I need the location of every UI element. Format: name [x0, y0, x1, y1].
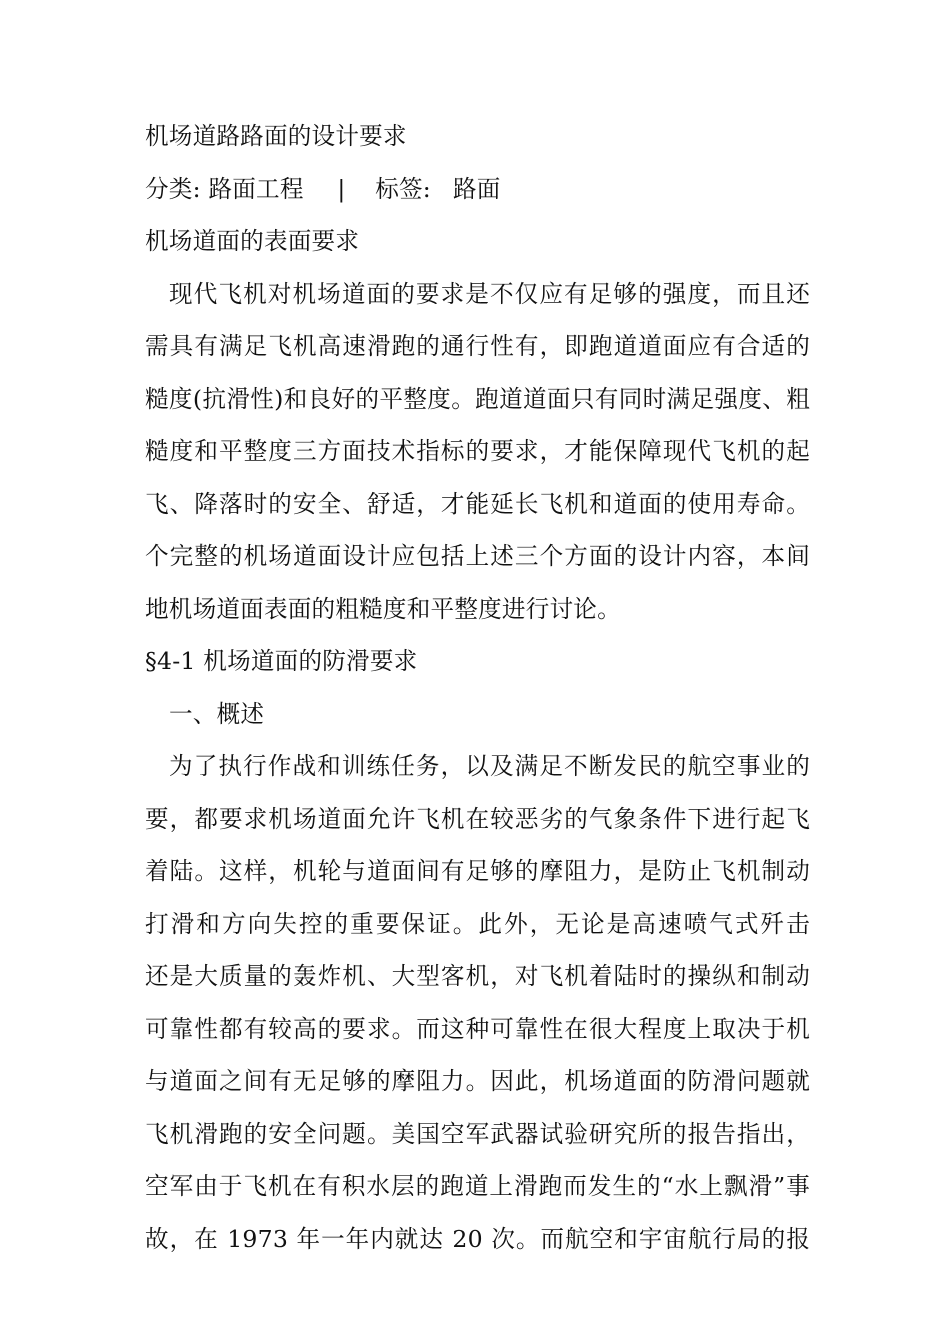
overview-paragraph — [145, 740, 810, 1265]
paragraph-line: 地机场道面表面的粗糙度和平整度进行讨论。 — [145, 594, 621, 623]
document-title: 机场道路路面的设计要求 — [145, 122, 407, 150]
tag-value[interactable]: 路面 — [452, 174, 501, 203]
paragraph-line: 要，都要求机场道面允许飞机在较恶劣的气象条件下进行起飞 — [145, 804, 810, 833]
section-heading: 机场道面的表面要求 — [145, 227, 360, 255]
paragraph-line: 可靠性都有较高的要求。而这种可靠性在很大程度上取决于机 — [145, 1014, 810, 1043]
tags-label: 标签: — [375, 174, 431, 203]
paragraph-line: 飞机滑跑的安全问题。美国空军武器试验研究所的报告指出， — [145, 1119, 810, 1148]
paragraph-line: 打滑和方向失控的重要保证。此外，无论是高速喷气式歼击 — [145, 909, 810, 938]
paragraph-line: 飞、降落时的安全、舒适，才能延长飞机和道面的使用寿命。 — [145, 489, 810, 518]
paragraph-line: 为了执行作战和训练任务，以及满足不断发民的航空事业的 — [169, 752, 810, 780]
paragraph-line: 空军由于飞机在有积水层的跑道上滑跑而发生的“水上飘滑”事 — [145, 1172, 810, 1200]
paragraph-line: 个完整的机场道面设计应包括上述三个方面的设计内容，本间 — [145, 542, 810, 570]
paragraph-line: 现代飞机对机场道面的要求是不仅应有足够的强度，而且还 — [169, 279, 810, 308]
paragraph-line: 着陆。这样，机轮与道面间有足够的摩阻力，是防止飞机制动 — [145, 857, 810, 885]
paragraph-line: 与道面之间有无足够的摩阻力。因此，机场道面的防滑问题就 — [145, 1067, 810, 1095]
meta-separator: | — [337, 174, 346, 203]
category-label: 分类: — [145, 174, 201, 203]
paragraph-line: 糙度和平整度三方面技术指标的要求，才能保障现代飞机的起 — [145, 437, 810, 465]
category-value[interactable]: 路面工程 — [208, 174, 304, 203]
meta-row — [145, 163, 810, 216]
intro-paragraph — [145, 268, 810, 636]
paragraph-line: 需具有满足飞机高速滑跑的通行性有，即跑道道面应有合适的 — [145, 332, 810, 360]
paragraph-line: 糙度(抗滑性)和良好的平整度。跑道道面只有同时满足强度、粗 — [145, 384, 810, 413]
subsection-heading: §4-1 机场道面的防滑要求 — [145, 647, 418, 675]
paragraph-line: 还是大质量的轰炸机、大型客机，对飞机着陆时的操纵和制动 — [145, 962, 810, 990]
overview-heading: 一、概述 — [169, 699, 265, 728]
document-body — [145, 110, 810, 1265]
paragraph-line: 故，在 1973 年一年内就达 20 次。而航空和宇宙航行局的报 — [145, 1224, 810, 1253]
